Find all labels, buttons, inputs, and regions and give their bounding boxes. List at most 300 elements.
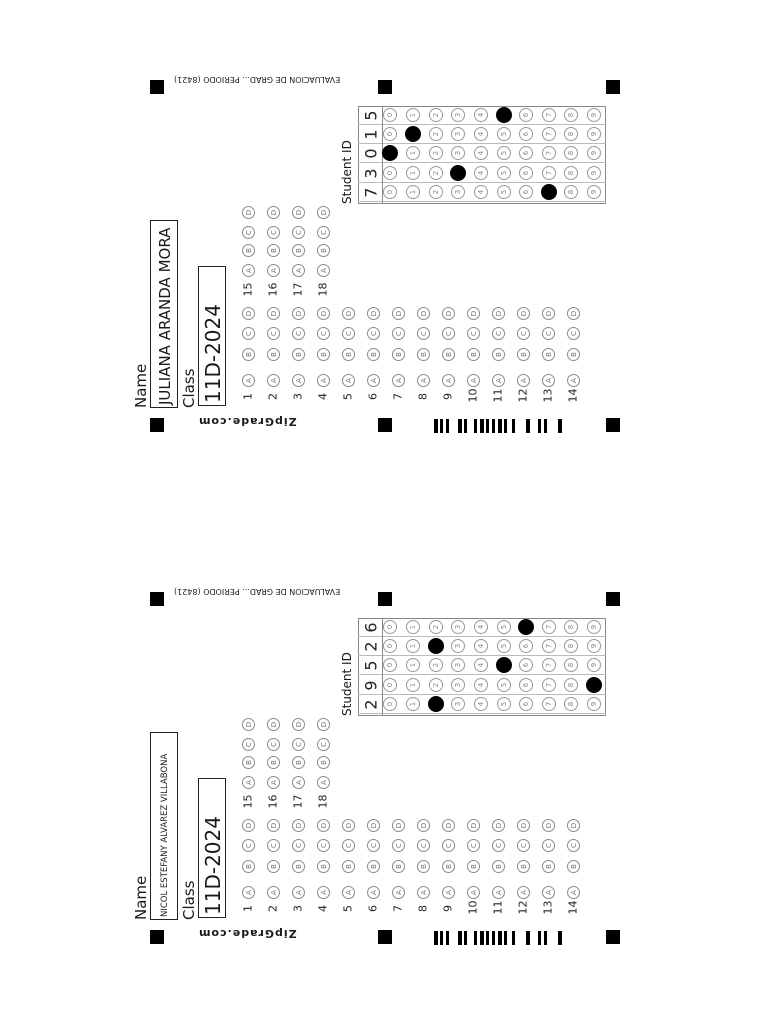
answer-bubble-b[interactable] xyxy=(317,244,330,257)
name-value-text: NICOL ESTEFANY ALVAREZ VILLABONA xyxy=(160,753,170,917)
answer-bubble-d[interactable] xyxy=(567,819,580,832)
answer-bubble-b[interactable] xyxy=(267,348,280,361)
answer-bubble-a[interactable] xyxy=(517,374,530,387)
question-number xyxy=(242,902,254,915)
answer-bubble-d[interactable] xyxy=(242,718,255,731)
name-field[interactable] xyxy=(150,732,178,920)
student-id-bubble-filled[interactable] xyxy=(428,696,444,712)
student-id-bubble[interactable] xyxy=(519,658,533,672)
student-id-bubble[interactable] xyxy=(406,697,420,711)
answer-bubble-a[interactable] xyxy=(242,776,255,789)
student-id-bubble[interactable] xyxy=(451,127,465,141)
answer-bubble-a[interactable] xyxy=(392,374,405,387)
student-id-bubble[interactable] xyxy=(564,678,578,692)
student-id-bubble[interactable] xyxy=(406,166,420,180)
answer-bubble-b[interactable] xyxy=(442,860,455,873)
answer-bubble-a[interactable] xyxy=(567,886,580,899)
answer-bubble-d[interactable] xyxy=(392,819,405,832)
student-id-bubble[interactable] xyxy=(542,658,556,672)
answer-bubble-a[interactable] xyxy=(292,886,305,899)
student-id-bubble[interactable] xyxy=(451,108,465,122)
answer-bubble-b[interactable] xyxy=(292,244,305,257)
student-id-bubble[interactable] xyxy=(474,658,488,672)
barcode-bar xyxy=(512,931,515,945)
student-id-bubble[interactable] xyxy=(451,658,465,672)
answer-bubble-d[interactable] xyxy=(267,206,280,219)
answer-bubble-b[interactable] xyxy=(292,756,305,769)
student-id-bubble[interactable] xyxy=(406,658,420,672)
student-id-bubble[interactable] xyxy=(429,127,443,141)
answer-bubble-b[interactable] xyxy=(542,860,555,873)
answer-bubble-b[interactable] xyxy=(367,348,380,361)
answer-bubble-b[interactable] xyxy=(492,348,505,361)
answer-bubble-letter: B xyxy=(494,864,503,869)
student-id-bubble[interactable] xyxy=(519,639,533,653)
answer-bubble-d[interactable] xyxy=(242,819,255,832)
answer-bubble-d[interactable] xyxy=(367,307,380,320)
answer-bubble-c[interactable] xyxy=(292,738,305,751)
answer-bubble-b[interactable] xyxy=(317,756,330,769)
student-id-bubble[interactable] xyxy=(451,146,465,160)
answer-bubble-a[interactable] xyxy=(517,886,530,899)
student-id-bubble[interactable] xyxy=(542,620,556,634)
student-id-bubble-filled[interactable] xyxy=(428,638,444,654)
student-id-row-divider xyxy=(358,636,606,637)
answer-bubble-a[interactable] xyxy=(242,374,255,387)
student-id-bubble[interactable] xyxy=(474,639,488,653)
student-id-bubble[interactable] xyxy=(429,658,443,672)
student-id-bubble[interactable] xyxy=(406,639,420,653)
answer-bubble-b[interactable] xyxy=(392,860,405,873)
answer-bubble-c[interactable] xyxy=(242,226,255,239)
student-id-bubble-digit: 8 xyxy=(567,643,575,649)
answer-bubble-b[interactable] xyxy=(542,348,555,361)
answer-bubble-a[interactable] xyxy=(317,264,330,277)
answer-bubble-b[interactable] xyxy=(417,860,430,873)
answer-bubble-c[interactable] xyxy=(267,327,280,340)
answer-bubble-c[interactable] xyxy=(367,327,380,340)
answer-bubble-c[interactable] xyxy=(242,839,255,852)
student-id-bubble[interactable] xyxy=(383,166,397,180)
student-id-bubble[interactable] xyxy=(587,639,601,653)
answer-bubble-d[interactable] xyxy=(242,206,255,219)
student-id-bubble-filled[interactable] xyxy=(586,677,602,693)
student-id-bubble[interactable] xyxy=(429,108,443,122)
class-field[interactable] xyxy=(198,778,226,918)
answer-bubble-d[interactable] xyxy=(392,307,405,320)
answer-bubble-b[interactable] xyxy=(417,348,430,361)
student-id-bubble[interactable] xyxy=(542,108,556,122)
answer-bubble-c[interactable] xyxy=(342,839,355,852)
answer-bubble-a[interactable] xyxy=(267,776,280,789)
answer-bubble-d[interactable] xyxy=(467,307,480,320)
student-id-bubble-digit: 3 xyxy=(454,643,462,649)
answer-bubble-d[interactable] xyxy=(492,819,505,832)
answer-bubble-letter: B xyxy=(269,248,278,253)
student-id-bubble[interactable] xyxy=(564,108,578,122)
student-id-bubble-digit: 3 xyxy=(454,624,462,630)
answer-bubble-b[interactable] xyxy=(317,348,330,361)
answer-bubble-letter: C xyxy=(319,230,328,235)
student-id-bubble[interactable] xyxy=(474,108,488,122)
answer-bubble-b[interactable] xyxy=(292,348,305,361)
student-id-bubble-filled[interactable] xyxy=(405,126,421,142)
answer-bubble-a[interactable] xyxy=(267,264,280,277)
answer-bubble-a[interactable] xyxy=(317,374,330,387)
student-id-bubble-digit: 1 xyxy=(409,643,417,649)
student-id-bubble[interactable] xyxy=(564,697,578,711)
answer-bubble-b[interactable] xyxy=(492,860,505,873)
student-id-bubble[interactable] xyxy=(474,620,488,634)
answer-bubble-d[interactable] xyxy=(467,819,480,832)
student-id-bubble[interactable] xyxy=(383,678,397,692)
student-id-bubble[interactable] xyxy=(451,639,465,653)
answer-bubble-c[interactable] xyxy=(492,327,505,340)
answer-bubble-c[interactable] xyxy=(392,839,405,852)
student-id-bubble[interactable] xyxy=(406,146,420,160)
student-id-bubble[interactable] xyxy=(542,127,556,141)
student-id-bubble-digit: 7 xyxy=(545,131,553,137)
student-id-bubble[interactable] xyxy=(429,620,443,634)
answer-bubble-c[interactable] xyxy=(542,839,555,852)
barcode-bar xyxy=(538,419,541,433)
answer-bubble-c[interactable] xyxy=(292,839,305,852)
answer-bubble-b[interactable] xyxy=(367,860,380,873)
student-id-bubble[interactable] xyxy=(564,639,578,653)
answer-bubble-c[interactable] xyxy=(517,839,530,852)
student-id-bubble-digit: 7 xyxy=(545,682,553,688)
answer-bubble-c[interactable] xyxy=(417,839,430,852)
answer-bubble-b[interactable] xyxy=(267,756,280,769)
answer-bubble-b[interactable] xyxy=(292,860,305,873)
student-id-bubble[interactable] xyxy=(383,697,397,711)
answer-bubble-b[interactable] xyxy=(317,860,330,873)
student-id-bubble[interactable] xyxy=(587,146,601,160)
student-id-bubble[interactable] xyxy=(519,678,533,692)
answer-bubble-letter: C xyxy=(419,331,428,336)
answer-bubble-c[interactable] xyxy=(292,226,305,239)
student-id-bubble[interactable] xyxy=(587,166,601,180)
student-id-bubble[interactable] xyxy=(383,658,397,672)
answer-bubble-c[interactable] xyxy=(542,327,555,340)
student-id-bubble[interactable] xyxy=(497,185,511,199)
barcode-bar xyxy=(440,931,443,945)
answer-bubble-b[interactable] xyxy=(467,348,480,361)
answer-bubble-a[interactable] xyxy=(367,374,380,387)
student-id-bubble[interactable] xyxy=(383,639,397,653)
answer-bubble-a[interactable] xyxy=(467,374,480,387)
answer-bubble-d[interactable] xyxy=(317,819,330,832)
student-id-bubble-digit: 4 xyxy=(477,189,485,195)
answer-bubble-d[interactable] xyxy=(517,307,530,320)
answer-bubble-a[interactable] xyxy=(467,886,480,899)
answer-bubble-d[interactable] xyxy=(292,206,305,219)
student-id-bubble[interactable] xyxy=(451,620,465,634)
answer-bubble-d[interactable] xyxy=(492,307,505,320)
answer-bubble-b[interactable] xyxy=(242,860,255,873)
answer-bubble-d[interactable] xyxy=(292,819,305,832)
student-id-bubble[interactable] xyxy=(406,620,420,634)
student-id-bubble[interactable] xyxy=(383,620,397,634)
answer-bubble-a[interactable] xyxy=(292,776,305,789)
answer-bubble-b[interactable] xyxy=(342,860,355,873)
answer-bubble-letter: A xyxy=(444,890,453,895)
student-id-bubble[interactable] xyxy=(497,166,511,180)
student-id-bubble[interactable] xyxy=(542,146,556,160)
answer-bubble-c[interactable] xyxy=(467,327,480,340)
answer-bubble-c[interactable] xyxy=(267,839,280,852)
student-id-bubble-filled[interactable] xyxy=(541,184,557,200)
answer-bubble-d[interactable] xyxy=(267,718,280,731)
student-id-bubble[interactable] xyxy=(587,108,601,122)
name-field[interactable] xyxy=(150,220,178,408)
answer-bubble-c[interactable] xyxy=(392,327,405,340)
answer-bubble-b[interactable] xyxy=(517,348,530,361)
answer-bubble-a[interactable] xyxy=(292,374,305,387)
answer-bubble-letter: D xyxy=(294,310,303,317)
student-id-bubble[interactable] xyxy=(542,678,556,692)
student-id-bubble[interactable] xyxy=(451,697,465,711)
answer-bubble-d[interactable] xyxy=(442,307,455,320)
answer-bubble-d[interactable] xyxy=(342,819,355,832)
student-id-bubble[interactable] xyxy=(429,185,443,199)
answer-bubble-a[interactable] xyxy=(417,374,430,387)
student-id-bubble[interactable] xyxy=(587,658,601,672)
question-number-text: 14 xyxy=(566,900,580,915)
answer-bubble-d[interactable] xyxy=(517,819,530,832)
question-number xyxy=(517,902,529,915)
answer-bubble-c[interactable] xyxy=(317,738,330,751)
question-number-text: 16 xyxy=(266,794,280,809)
answer-bubble-d[interactable] xyxy=(242,307,255,320)
answer-bubble-letter: A xyxy=(494,890,503,895)
answer-bubble-letter: A xyxy=(244,268,253,273)
answer-bubble-a[interactable] xyxy=(292,264,305,277)
answer-bubble-b[interactable] xyxy=(242,348,255,361)
student-id-bubble[interactable] xyxy=(451,678,465,692)
student-id-bubble[interactable] xyxy=(474,166,488,180)
student-id-bubble[interactable] xyxy=(564,185,578,199)
answer-bubble-a[interactable] xyxy=(317,776,330,789)
student-id-bubble[interactable] xyxy=(474,697,488,711)
alignment-marker xyxy=(378,592,392,606)
student-id-bubble[interactable] xyxy=(564,620,578,634)
answer-bubble-c[interactable] xyxy=(242,738,255,751)
answer-bubble-a[interactable] xyxy=(242,886,255,899)
student-id-bubble[interactable] xyxy=(429,146,443,160)
answer-bubble-b[interactable] xyxy=(242,756,255,769)
answer-bubble-letter: A xyxy=(419,378,428,383)
student-id-bubble-filled[interactable] xyxy=(518,619,534,635)
answer-bubble-a[interactable] xyxy=(242,264,255,277)
answer-bubble-letter: C xyxy=(319,331,328,336)
answer-bubble-letter: A xyxy=(269,890,278,895)
student-id-bubble[interactable] xyxy=(406,678,420,692)
answer-bubble-letter: A xyxy=(244,780,253,785)
student-id-bubble-filled[interactable] xyxy=(382,145,398,161)
answer-bubble-c[interactable] xyxy=(567,839,580,852)
student-id-bubble-filled[interactable] xyxy=(496,657,512,673)
answer-bubble-a[interactable] xyxy=(342,886,355,899)
student-id-bubble[interactable] xyxy=(383,127,397,141)
student-id-digit xyxy=(361,655,381,675)
answer-bubble-a[interactable] xyxy=(442,886,455,899)
answer-bubble-d[interactable] xyxy=(342,307,355,320)
answer-bubble-letter: C xyxy=(544,331,553,336)
answer-bubble-letter: A xyxy=(369,378,378,383)
answer-bubble-letter: D xyxy=(394,822,403,829)
answer-bubble-a[interactable] xyxy=(567,374,580,387)
student-id-bubble-digit: 7 xyxy=(545,112,553,118)
answer-bubble-c[interactable] xyxy=(467,839,480,852)
student-id-bubble[interactable] xyxy=(542,697,556,711)
answer-bubble-c[interactable] xyxy=(492,839,505,852)
student-id-bubble[interactable] xyxy=(497,697,511,711)
student-id-bubble[interactable] xyxy=(406,185,420,199)
student-id-row-divider xyxy=(358,694,606,695)
answer-bubble-letter: B xyxy=(544,864,553,869)
student-id-bubble[interactable] xyxy=(429,678,443,692)
student-id-bubble-filled[interactable] xyxy=(450,165,466,181)
answer-bubble-b[interactable] xyxy=(442,348,455,361)
student-id-bubble-digit: 6 xyxy=(522,150,530,156)
student-id-bubble-digit: 4 xyxy=(477,701,485,707)
student-id-bubble[interactable] xyxy=(587,620,601,634)
name-value xyxy=(155,228,175,405)
answer-bubble-b[interactable] xyxy=(467,860,480,873)
student-id-bubble-digit: 9 xyxy=(590,150,598,156)
student-id-bubble[interactable] xyxy=(587,185,601,199)
class-field[interactable] xyxy=(198,266,226,406)
student-id-bubble[interactable] xyxy=(474,678,488,692)
student-id-bubble[interactable] xyxy=(519,185,533,199)
answer-bubble-a[interactable] xyxy=(542,886,555,899)
student-id-bubble[interactable] xyxy=(474,127,488,141)
student-id-bubble[interactable] xyxy=(542,166,556,180)
answer-bubble-b[interactable] xyxy=(342,348,355,361)
question-number-text: 9 xyxy=(441,905,455,912)
answer-bubble-c[interactable] xyxy=(292,327,305,340)
student-id-bubble[interactable] xyxy=(542,639,556,653)
answer-bubble-d[interactable] xyxy=(367,819,380,832)
student-id-bubble[interactable] xyxy=(564,127,578,141)
answer-bubble-d[interactable] xyxy=(267,307,280,320)
answer-bubble-a[interactable] xyxy=(342,374,355,387)
answer-bubble-d[interactable] xyxy=(267,819,280,832)
class-value xyxy=(201,816,225,915)
student-id-bubble[interactable] xyxy=(497,127,511,141)
answer-bubble-d[interactable] xyxy=(542,307,555,320)
answer-bubble-c[interactable] xyxy=(367,839,380,852)
answer-bubble-c[interactable] xyxy=(417,327,430,340)
student-id-bubble[interactable] xyxy=(383,108,397,122)
student-id-bubble[interactable] xyxy=(383,185,397,199)
answer-bubble-d[interactable] xyxy=(442,819,455,832)
student-id-bubble[interactable] xyxy=(497,639,511,653)
student-id-bubble[interactable] xyxy=(429,166,443,180)
answer-bubble-a[interactable] xyxy=(367,886,380,899)
answer-bubble-c[interactable] xyxy=(442,327,455,340)
answer-bubble-d[interactable] xyxy=(317,718,330,731)
student-id-bubble[interactable] xyxy=(564,146,578,160)
answer-bubble-letter: D xyxy=(319,209,328,216)
answer-bubble-d[interactable] xyxy=(292,307,305,320)
answer-bubble-letter: A xyxy=(294,780,303,785)
student-id-bubble[interactable] xyxy=(406,108,420,122)
student-id-bubble[interactable] xyxy=(497,620,511,634)
student-id-bubble[interactable] xyxy=(519,166,533,180)
answer-bubble-d[interactable] xyxy=(417,307,430,320)
answer-bubble-a[interactable] xyxy=(492,374,505,387)
answer-bubble-c[interactable] xyxy=(342,327,355,340)
answer-bubble-c[interactable] xyxy=(317,226,330,239)
student-id-row-divider xyxy=(358,201,606,202)
question-number xyxy=(267,284,279,297)
student-id-bubble-filled[interactable] xyxy=(496,107,512,123)
student-id-bubble[interactable] xyxy=(564,658,578,672)
student-id-bubble[interactable] xyxy=(497,146,511,160)
answer-bubble-b[interactable] xyxy=(392,348,405,361)
answer-bubble-b[interactable] xyxy=(267,860,280,873)
student-id-bubble[interactable] xyxy=(587,697,601,711)
answer-bubble-b[interactable] xyxy=(567,860,580,873)
answer-bubble-b[interactable] xyxy=(567,348,580,361)
answer-bubble-a[interactable] xyxy=(442,374,455,387)
answer-bubble-c[interactable] xyxy=(267,738,280,751)
answer-bubble-a[interactable] xyxy=(542,374,555,387)
answer-bubble-d[interactable] xyxy=(417,819,430,832)
student-id-bubble[interactable] xyxy=(587,127,601,141)
answer-bubble-a[interactable] xyxy=(392,886,405,899)
answer-bubble-a[interactable] xyxy=(267,374,280,387)
student-id-bubble[interactable] xyxy=(519,146,533,160)
barcode-bar xyxy=(498,931,502,945)
answer-bubble-letter: B xyxy=(294,760,303,765)
student-id-bubble-digit: 4 xyxy=(477,112,485,118)
answer-bubble-b[interactable] xyxy=(242,244,255,257)
student-id-bubble[interactable] xyxy=(519,697,533,711)
answer-bubble-c[interactable] xyxy=(567,327,580,340)
exam-title-text: EVALUACION DE GRAD... PERIODO (8421) xyxy=(174,75,341,84)
student-id-bubble[interactable] xyxy=(451,185,465,199)
answer-bubble-c[interactable] xyxy=(317,839,330,852)
answer-bubble-c[interactable] xyxy=(442,839,455,852)
answer-bubble-a[interactable] xyxy=(267,886,280,899)
answer-bubble-a[interactable] xyxy=(492,886,505,899)
student-id-bubble[interactable] xyxy=(474,185,488,199)
student-id-bubble[interactable] xyxy=(497,678,511,692)
answer-bubble-c[interactable] xyxy=(317,327,330,340)
answer-bubble-letter: B xyxy=(319,248,328,253)
student-id-bubble[interactable] xyxy=(519,127,533,141)
student-id-bubble-digit: 6 xyxy=(522,131,530,137)
answer-bubble-b[interactable] xyxy=(517,860,530,873)
answer-bubble-d[interactable] xyxy=(317,206,330,219)
answer-bubble-d[interactable] xyxy=(292,718,305,731)
answer-bubble-a[interactable] xyxy=(317,886,330,899)
student-id-bubble[interactable] xyxy=(519,108,533,122)
answer-bubble-d[interactable] xyxy=(567,307,580,320)
answer-bubble-a[interactable] xyxy=(417,886,430,899)
student-id-bubble[interactable] xyxy=(564,166,578,180)
answer-bubble-c[interactable] xyxy=(267,226,280,239)
student-id-bubble[interactable] xyxy=(474,146,488,160)
answer-bubble-d[interactable] xyxy=(542,819,555,832)
answer-bubble-b[interactable] xyxy=(267,244,280,257)
answer-bubble-c[interactable] xyxy=(242,327,255,340)
answer-bubble-c[interactable] xyxy=(517,327,530,340)
answer-bubble-d[interactable] xyxy=(317,307,330,320)
